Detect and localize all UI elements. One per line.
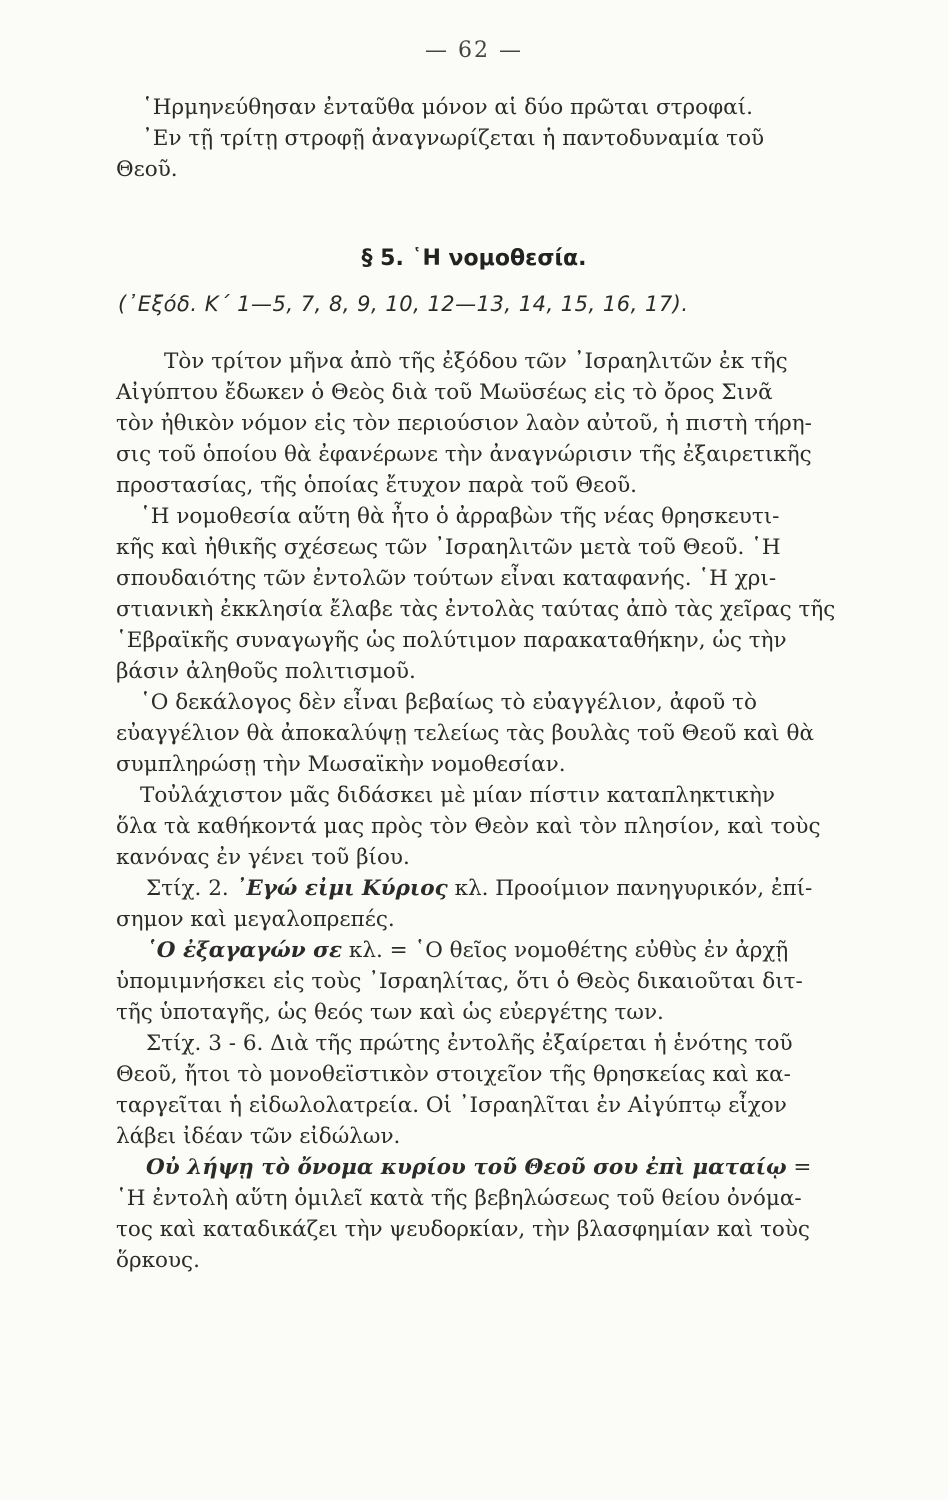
page-number: — 62 — xyxy=(425,38,523,63)
text-line: σπουδαιότης τῶν ἐντολῶν τούτων εἶναι καταφανής. ῾Η χρι- xyxy=(116,566,777,591)
text-line: λάβει ἰδέαν τῶν εἰδώλων. xyxy=(116,1124,401,1149)
text-line: βάσιν ἀληθοῦς πολιτισμοῦ. xyxy=(116,659,416,684)
text-line: κανόνας ἐν γένει τοῦ βίου. xyxy=(116,845,410,870)
intro-line: ῾Ηρμηνεύθησαν ἐνταῦθα μόνον αἱ δύο πρῶται στροφαί. xyxy=(142,95,753,120)
text-line: προστασίας, τῆς ὁποίας ἔτυχον παρὰ τοῦ Θεοῦ. xyxy=(116,473,638,498)
equals-sign: = xyxy=(793,1155,812,1180)
text-line: ῾Η ἐντολὴ αὕτη ὁμιλεῖ κατὰ τῆς βεβηλώσεως τοῦ θείου ὀνόμα- xyxy=(116,1186,802,1211)
verse-label: Στίχ. 2. xyxy=(146,876,229,901)
verse-line xyxy=(116,935,876,966)
section-heading: § 5. ῾Η νομοθεσία. xyxy=(361,246,587,271)
verse-line xyxy=(116,1152,876,1183)
text-line: ὅλα τὰ καθήκοντά μας πρὸς τὸν Θεὸν καὶ τὸν πλησίον, καὶ τοὺς xyxy=(116,814,821,839)
text-line: Τὸν τρίτον μῆνα ἀπὸ τῆς ἐξόδου τῶν ᾿Ισραηλιτῶν ἐκ τῆς xyxy=(164,349,788,374)
text-line: συμπληρώσῃ τὴν Μωσαϊκὴν νομοθεσίαν. xyxy=(116,752,566,777)
intro-text xyxy=(116,92,876,185)
section-reference: (᾿Εξόδ. Κ΄ 1—5, 7, 8, 9, 10, 12—13, 14, 15, 16, 17). xyxy=(118,292,689,316)
text-line: Τοὐλάχιστον μᾶς διδάσκει μὲ μίαν πίστιν καταπληκτικὴν xyxy=(140,783,775,808)
text-line: ῾Εβραϊκῆς συναγωγῆς ὡς πολύτιμον παρακαταθήκην, ὡς τὴν xyxy=(116,628,787,653)
verse-quote: ᾿Εγώ εἰμι Κύριος xyxy=(235,876,448,901)
text-line: ῾Η νομοθεσία αὕτη θὰ ἦτο ὁ ἀρραβὼν τῆς νέας θρησκευτι- xyxy=(140,504,780,529)
verse-line: Στίχ. 3 - 6. Διὰ τῆς πρώτης ἐντολῆς ἐξαίρεται ἡ ἑνότης τοῦ xyxy=(146,1031,793,1056)
text-line: στιανικὴ ἐκκλησία ἔλαβε τὰς ἐντολὰς ταύτας ἀπὸ τὰς χεῖρας τῆς xyxy=(116,597,836,622)
text-line: ὅρκους. xyxy=(116,1248,200,1273)
text-line: τῆς ὑποταγῆς, ὡς θεός των καὶ ὡς εὐεργέτης των. xyxy=(116,1000,664,1025)
text-line: τὸν ἠθικὸν νόμον εἰς τὸν περιούσιον λαὸν αὐτοῦ, ἡ πιστὴ τήρη- xyxy=(116,411,812,436)
text-line: ὑπομιμνήσκει εἰς τοὺς ᾿Ισραηλίτας, ὅτι ὁ Θεὸς δικαιοῦται διτ- xyxy=(116,969,803,994)
text-line: τος καὶ καταδικάζει τὴν ψευδορκίαν, τὴν βλασφημίαν καὶ τοὺς xyxy=(116,1217,810,1242)
verse-line xyxy=(116,873,876,904)
body-text xyxy=(116,346,876,1276)
text-line: Αἰγύπτου ἔδωκεν ὁ Θεὸς διὰ τοῦ Μωϋσέως εἰς τὸ ὄρος Σινᾶ xyxy=(116,380,773,405)
text-line: ταργεῖται ἡ εἰδωλολατρεία. Οἱ ᾿Ισραηλῖται ἐν Αἰγύπτῳ εἶχον xyxy=(116,1093,787,1118)
intro-line: ᾿Εν τῇ τρίτῃ στροφῇ ἀναγνωρίζεται ἡ παντοδυναμία τοῦ xyxy=(142,126,765,151)
text-line: σημον καὶ μεγαλοπρεπές. xyxy=(116,907,395,932)
text-line: ῾Ο δεκάλογος δὲν εἶναι βεβαίως τὸ εὐαγγέλιον, ἀφοῦ τὸ xyxy=(140,690,757,715)
intro-line: Θεοῦ. xyxy=(116,157,178,182)
text-line: Θεοῦ, ἤτοι τὸ μονοθεϊστικὸν στοιχεῖον τῆς θρησκείας καὶ κα- xyxy=(116,1062,791,1087)
text-line: εὐαγγέλιον θὰ ἀποκαλύψῃ τελείως τὰς βουλὰς τοῦ Θεοῦ καὶ θὰ xyxy=(116,721,815,746)
verse-comment: κλ. = ῾Ο θεῖος νομοθέτης εὐθὺς ἐν ἀρχῇ xyxy=(348,938,789,963)
text-line: κῆς καὶ ἠθικῆς σχέσεως τῶν ᾿Ισραηλιτῶν μετὰ τοῦ Θεοῦ. ῾Η xyxy=(116,535,781,560)
verse-comment: κλ. Προοίμιον πανηγυρικόν, ἐπί- xyxy=(454,876,813,901)
verse-quote: Οὐ λήψῃ τὸ ὄνομα κυρίου τοῦ Θεοῦ σου ἐπὶ ματαίῳ xyxy=(146,1155,787,1180)
verse-quote: ῾Ο ἐξαγαγών σε xyxy=(146,938,343,963)
text-line: σις τοῦ ὁποίου θὰ ἐφανέρωνε τὴν ἀναγνώρισιν τῆς ἐξαιρετικῆς xyxy=(116,442,812,467)
